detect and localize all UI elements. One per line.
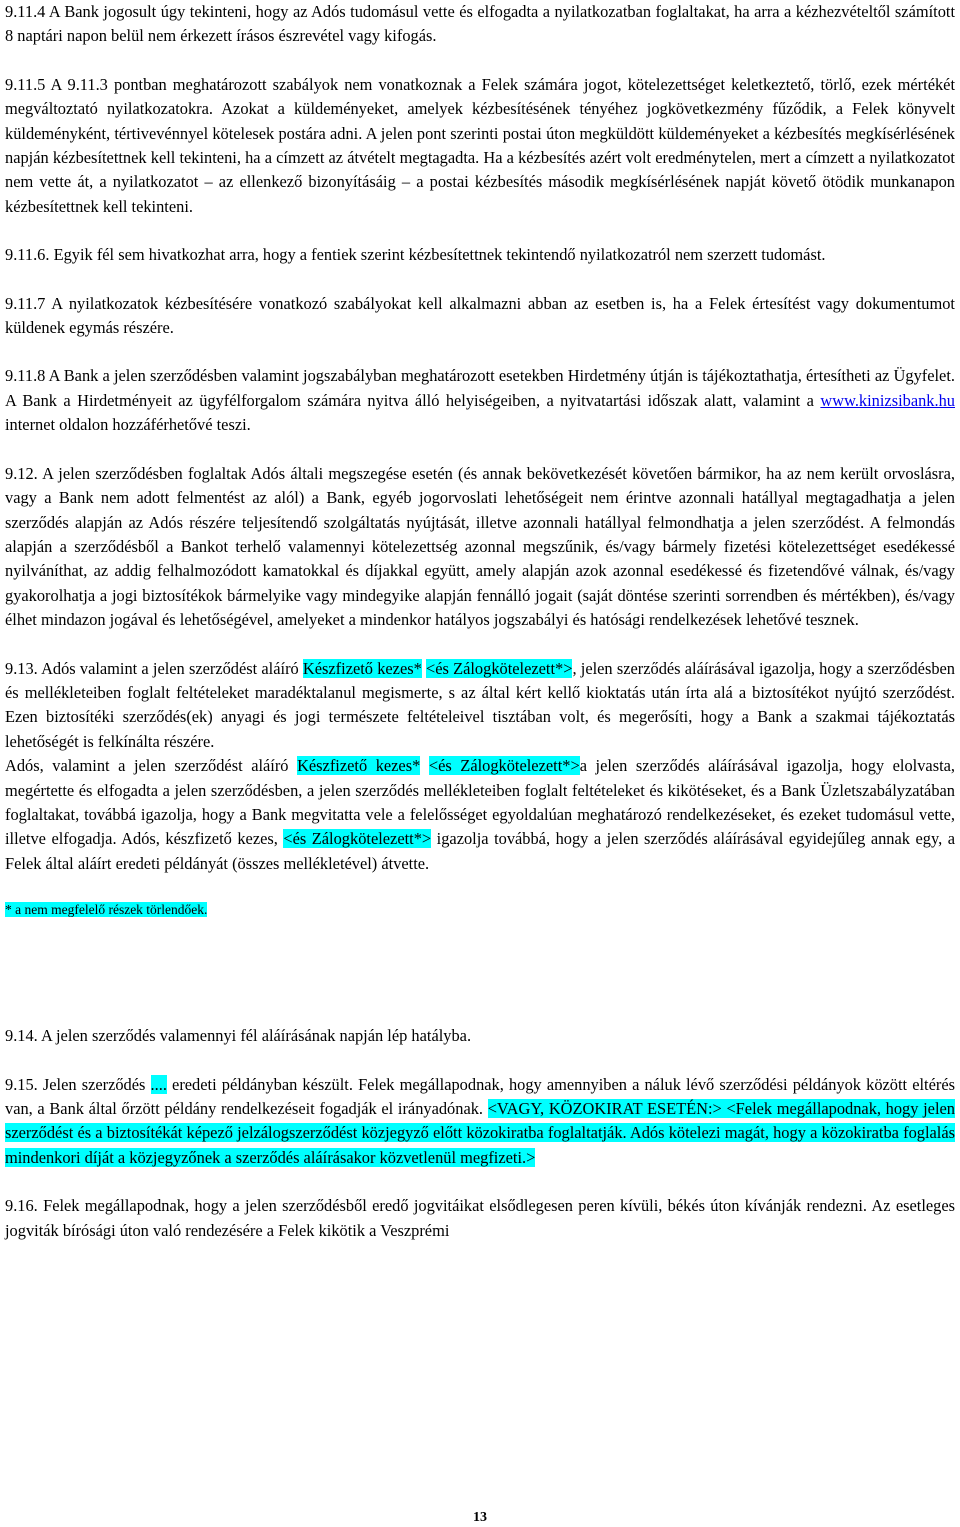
blank-space [5,920,955,1000]
paragraph-9-13-text: 9.13. Adós valamint a jelen szerződést aláíró [5,658,303,678]
highlight-pledgor: <és Zálogkötelezett*> [426,658,573,678]
document-page [5,0,955,1243]
bank-website-link[interactable]: www.kinizsibank.hu [820,390,955,410]
page-number: 13 [473,1510,487,1525]
highlight-pledgor-2: <és Zálogkötelezett*> [428,756,580,776]
paragraph-9-11-6: 9.11.6. Egyik fél sem hivatkozhat arra, hogy a fentiek szerint kézbesítettnek tekintendő nyilatkozatról nem szerzett tudomást. [5,245,826,265]
paragraph-9-11-8-text-end: internet oldalon hozzáférhetővé teszi. [5,415,251,435]
deletion-note-text: * a nem megfelelő részek törlendőek. [5,902,208,918]
deletion-note [5,900,955,920]
paragraph-9-15-text-end: eredeti példányban készült. Felek megállapodnak, hogy amennyiben a náluk lévő szerződési példányok között eltérés van, a Bank által őrzött példány rendelkezéseit fogadják el irányadónak. [5,1074,955,1118]
paragraph-debtor-text: Adós, valamint a jelen szerződést aláíró [5,756,298,776]
paragraph-9-14: 9.14. A jelen szerződés valamennyi fél aláírásának napján lép hatályba. [5,1026,472,1046]
paragraph-9-13 [5,657,955,755]
paragraph-9-15-text: 9.15. Jelen szerződés [5,1074,151,1094]
highlight-copy-count: .... [150,1074,167,1094]
paragraph-debtor-text-end: igazolja továbbá, hogy a jelen szerződés aláírásával egyidejűleg annak egy, a Felek által aláírt eredeti példányát (összes mellékletével) átvette. [5,829,955,873]
paragraph-9-11-5: 9.11.5 A 9.11.3 pontban meghatározott szabályok nem vonatkoznak a Felek számára jogot, kötelezettséget keletkeztető, törlő, ezek mértékét megváltoztató nyilatkozatokra. Azokat a küldeményeket, amelyek kézbesítésének tényéhez jogkövetkezmény fűződik, a Felek könyvelt küldeményként, tértivevénnyel kötelesek postára adni. A jelen pont szerinti postai úton megküldött küldeményeket a kézbesítés megkísérlésének napján kézbesítettnek kell tekinteni, ha a címzett az átvételt megtagadta. Ha a kézbesítés azért volt eredménytelen, mert a címzett a nyilatkozatot nem vette át, a nyilatkozatot – az ellenkező bizonyításáig – a postai kézbesítés második megkísérlésének napját követő ötödik munkanapon kézbesítettnek kell tekinteni. [5,74,955,216]
space [420,756,429,775]
paragraph-9-15 [5,1073,955,1171]
paragraph-9-11-7: 9.11.7 A nyilatkozatok kézbesítésére vonatkozó szabályokat kell alkalmazni abban az esetben is, ha a Felek értesítést vagy dokumentumot küldenek egymás részére. [5,293,955,338]
paragraph-9-12: 9.12. A jelen szerződésben foglaltak Adós általi megszegése esetén (és annak bekövetkezését követően bármikor, ha az nem került orvoslásra, vagy a Bank nem adott felmentést az alól) a Bank, egyéb jogorvoslati lehetőségeit nem érintve azonnali hatállyal megtagadhatja a jelen szerződés alapján az Adós részére teljesítendő szolgáltatás nyújtását, illetve azonnali hatállyal felmondhatja a jelen szerződést. A felmondás alapján a szerződésből a Bankot terhelő valamennyi kötelezettség azonnal megszűnik, és/vagy bármely fizetési kötelezettséget esedékessé nyilváníthat, az addig felhalmozódott kamatokkal és díjakkal együtt, amely alapján azok azonnal esedékessé és fizetendővé válnak, és/vagy gyakorolhatja a jogi biztosítékok bármelyike vagy mindegyike alapján fennálló jogait (saját döntése szerinti sorrendben és mértékben), és/vagy élhet mindazon jogával és lehetőségével, amelyeket a mindenkor hatályos jogszabályi és hatósági rendelkezések lehetővé tesznek. [5,463,955,630]
highlight-guarantor: Készfizető kezes* [302,658,422,678]
paragraph-9-16: 9.16. Felek megállapodnak, hogy a jelen szerződésből eredő jogvitáikat elsődlegesen peren kívüli, békés úton kívánják rendezni. Az esetleges jogviták bírósági úton való rendezésére a Felek kikötik a Veszprémi [5,1196,955,1240]
highlight-guarantor-2: Készfizető kezes* [297,756,421,776]
paragraph-9-11-8-text: 9.11.8 A Bank a jelen szerződésben valamint jogszabályban meghatározott esetekben Hirdetmény útján is tájékoztathatja, értesítheti az Ügyfelet. A Bank a Hirdetményeit az ügyfélforgalom számára nyitva álló helyiségeiben, a nyitvatartási időszak alatt, valamint a [5,366,955,410]
paragraph-9-11-8 [5,364,955,437]
highlight-notarial-option: <VAGY, KÖZOKIRAT ESETÉN:> <Felek megállapodnak, hogy jelen szerződést és a biztosítékát képező jelzálogszerződést közjegyző előtt közokiratba foglaltatják. Adós kötelezi magát, hogy a közokiratba foglalás mindenkori díját a közjegyzőnek a szerződés aláírásakor közvetlenül megfizeti.> [5,1099,955,1167]
highlight-pledgor-3: <és Zálogkötelezett*> [283,829,432,849]
paragraph-debtor-text-mid: a jelen szerződés aláírásával igazolja, hogy elolvasta, megértette és elfogadta a jelen szerződésben, a jelen szerződés mellékleteiben foglalt feltételeket és kikötéseket, és a Bank Üzletszabályzatában foglaltakat, továbbá igazolja, hogy a Bank megvitatta vele a felelősséget egyoldalúan meghatározó rendelkezéseket, és ezeket tudomásul vette, illetve elfogadja. Adós, készfizető kezes, [5,756,955,849]
paragraph-9-11-4: 9.11.4 A Bank jogosult úgy tekinteni, hogy az Adós tudomásul vette és elfogadta a nyilatkozatban foglaltakat, ha arra a kézhezvételtől számított 8 naptári napon belül nem érkezett írásos észrevétel vagy kifogás. [5,2,955,46]
paragraph-debtor-acknowledgement [5,754,955,876]
paragraph-9-13-text-end: , jelen szerződés aláírásával igazolja, hogy a szerződésben és mellékleteiben foglalt feltételeket maradéktalanul megismerte, s az által kért kellő kioktatás után írta alá a biztosítékot nyújtó szerződést. Ezen biztosítéki szerződés(ek) anyagi és jogi természete feltételeivel tisztában volt, és megerősíti, hogy a Bank a szakmai tájékoztatás lehetőségét is felkínálta részére. [5,658,955,751]
